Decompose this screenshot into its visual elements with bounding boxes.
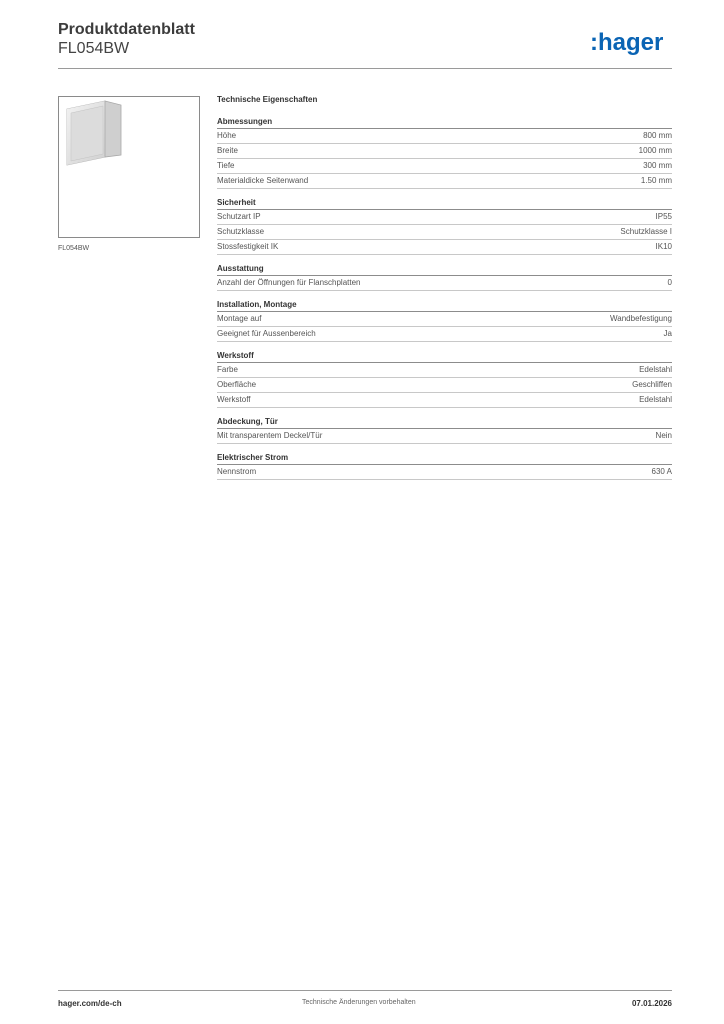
- spec-value: Edelstahl: [639, 365, 672, 374]
- spec-row: [217, 465, 672, 480]
- section-title: Elektrischer Strom: [217, 452, 672, 465]
- header-divider: [58, 68, 672, 69]
- spec-value: Wandbefestigung: [610, 314, 672, 323]
- spec-row: [217, 378, 672, 393]
- spec-section: [217, 416, 672, 444]
- spec-label: Werkstoff: [217, 395, 251, 404]
- svg-text::hager: :hager: [590, 29, 664, 56]
- spec-value: 800 mm: [643, 131, 672, 140]
- hager-logo: [590, 28, 674, 56]
- section-title: Abmessungen: [217, 116, 672, 129]
- footer-date: 07.01.2026: [631, 999, 672, 1008]
- spec-label: Materialdicke Seitenwand: [217, 176, 309, 185]
- spec-row: [217, 327, 672, 342]
- spec-value: Geschliffen: [632, 380, 672, 389]
- specs-heading: Technische Eigenschaften: [217, 95, 318, 104]
- footer-divider: [58, 990, 672, 991]
- spec-section: [217, 452, 672, 480]
- spec-value: Edelstahl: [639, 395, 672, 404]
- section-title: Sicherheit: [217, 197, 672, 210]
- spec-label: Farbe: [217, 365, 238, 374]
- spec-row: [217, 240, 672, 255]
- image-caption: FL054BW: [58, 245, 90, 252]
- spec-label: Stossfestigkeit IK: [217, 242, 279, 251]
- spec-row: [217, 393, 672, 408]
- spec-sections: [217, 116, 672, 480]
- spec-row: [217, 363, 672, 378]
- spec-label: Breite: [217, 146, 238, 155]
- spec-value: Schutzklasse I: [620, 227, 672, 236]
- spec-value: 1000 mm: [638, 146, 672, 155]
- spec-label: Geeignet für Aussenbereich: [217, 329, 316, 338]
- spec-row: [217, 129, 672, 144]
- spec-row: [217, 429, 672, 444]
- spec-row: [217, 144, 672, 159]
- spec-value: IK10: [655, 242, 672, 251]
- spec-label: Nennstrom: [217, 467, 257, 476]
- spec-label: Schutzart IP: [217, 212, 261, 221]
- page-title: Produktdatenblatt: [58, 21, 195, 38]
- spec-section: [217, 116, 672, 189]
- footer-website-link[interactable]: hager.com/de-ch: [58, 999, 122, 1008]
- footer-notice: Technische Änderungen vorbehalten: [302, 999, 416, 1006]
- spec-row: [217, 225, 672, 240]
- spec-value: Nein: [655, 431, 672, 440]
- spec-value: 1.50 mm: [640, 176, 672, 185]
- spec-value: Ja: [663, 329, 672, 338]
- spec-value: IP55: [655, 212, 672, 221]
- spec-row: [217, 312, 672, 327]
- spec-label: Tiefe: [217, 161, 235, 170]
- spec-section: [217, 299, 672, 342]
- spec-value: 300 mm: [643, 161, 672, 170]
- enclosure-illustration: [59, 97, 199, 237]
- spec-label: Schutzklasse: [217, 227, 265, 236]
- spec-value: 630 A: [651, 467, 672, 476]
- spec-label: Anzahl der Öffnungen für Flanschplatten: [217, 278, 361, 287]
- spec-section: [217, 197, 672, 255]
- spec-section: [217, 350, 672, 408]
- technical-specifications: [217, 95, 672, 488]
- spec-row: [217, 159, 672, 174]
- spec-row: [217, 210, 672, 225]
- spec-section: [217, 263, 672, 291]
- spec-value: 0: [667, 278, 672, 287]
- spec-label: Montage auf: [217, 314, 262, 323]
- spec-label: Oberfläche: [217, 380, 257, 389]
- section-title: Werkstoff: [217, 350, 672, 363]
- spec-row: [217, 276, 672, 291]
- spec-row: [217, 174, 672, 189]
- spec-label: Höhe: [217, 131, 237, 140]
- section-title: Installation, Montage: [217, 299, 672, 312]
- spec-label: Mit transparentem Deckel/Tür: [217, 431, 323, 440]
- product-image: [58, 96, 200, 238]
- section-title: Abdeckung, Tür: [217, 416, 672, 429]
- section-title: Ausstattung: [217, 263, 672, 276]
- product-code: FL054BW: [58, 40, 130, 57]
